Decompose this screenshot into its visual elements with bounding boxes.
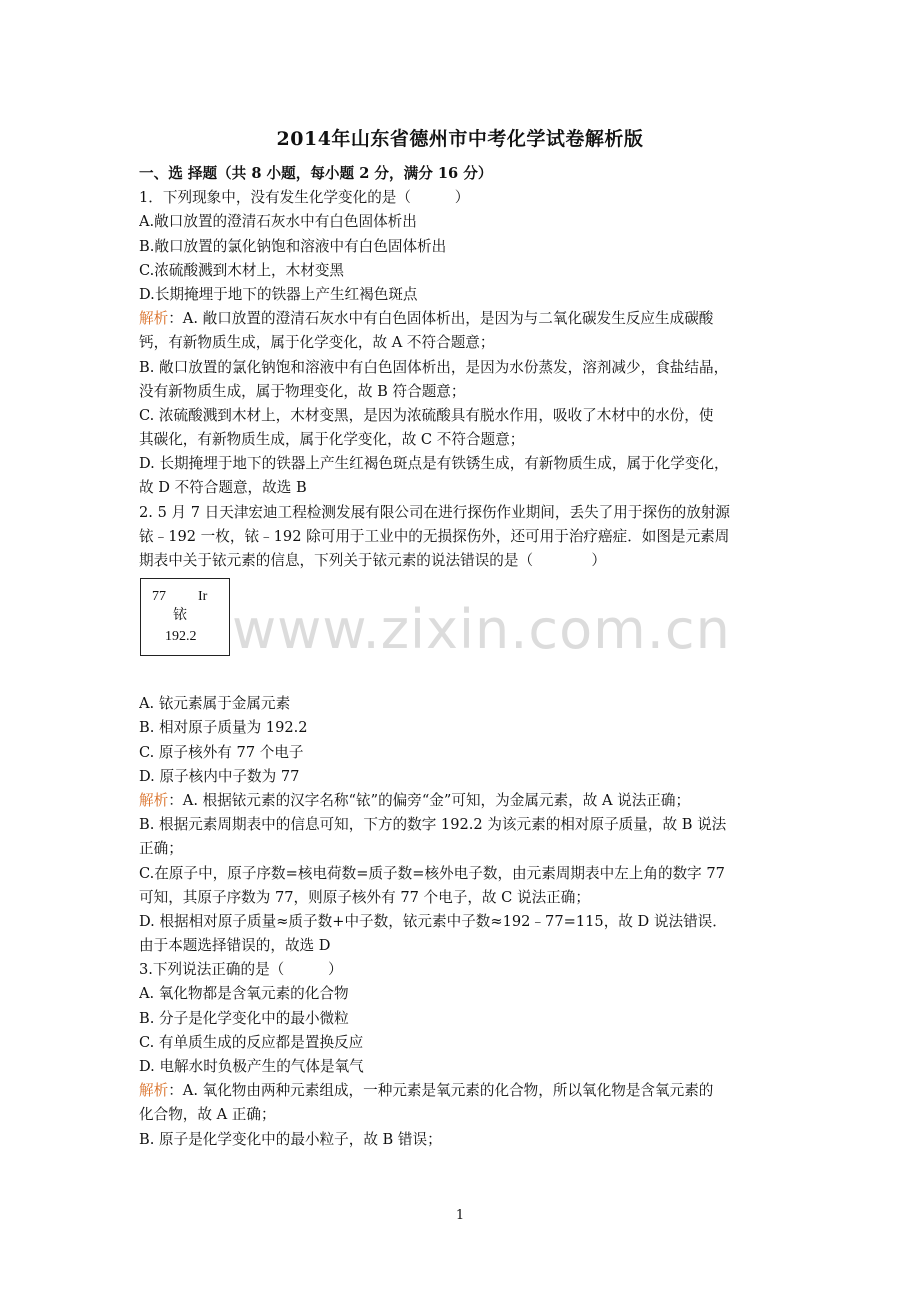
analysis-line: B. 根据元素周期表中的信息可知，下方的数字 192.2 为该元素的相对原子质量，故 B 说法 <box>139 816 727 834</box>
watermark: www.zixin.com.cn <box>232 598 731 661</box>
option-b: B. 相对原子质量为 192.2 <box>139 719 308 737</box>
analysis-line: 可知，其原子序数为 77，则原子核外有 77 个电子，故 C 说法正确； <box>139 888 590 906</box>
option-a: A.敞口放置的澄清石灰水中有白色固体析出 <box>139 213 417 231</box>
element-name: 铱 <box>173 608 187 624</box>
option-a: A. 铱元素属于金属元素 <box>139 695 291 713</box>
element-symbol: Ir <box>198 589 208 605</box>
page-number: 1 <box>455 1208 465 1223</box>
periodic-table-cell <box>140 578 230 656</box>
question-stem: 2. 5 月 7 日天津宏迪工程检测发展有限公司在进行探伤作业期间，丢失了用于探伤的放射源 <box>139 503 731 521</box>
analysis-line: D. 长期掩埋于地下的铁器上产生红褐色斑点是有铁锈生成，有新物质生成，属于化学变化， <box>139 455 729 473</box>
option-d: D.长期掩埋于地下的铁器上产生红褐色斑点 <box>139 285 418 303</box>
question-1 <box>139 186 785 500</box>
analysis-line: 其碳化，有新物质生成，属于化学变化，故 C 不符合题意； <box>139 431 525 449</box>
option-a: A. 氧化物都是含氧元素的化合物 <box>139 985 349 1003</box>
option-c: C.浓硫酸溅到木材上，木材变黑 <box>139 261 345 279</box>
analysis-line: C.在原子中，原子序数=核电荷数=质子数=核外电子数，由元素周期表中左上角的数字 77 <box>139 864 725 882</box>
analysis-line: C. 浓硫酸溅到木材上，木材变黑，是因为浓硫酸具有脱水作用，吸收了木材中的水份，使 <box>139 406 714 424</box>
option-c: C. 有单质生成的反应都是置换反应 <box>139 1033 364 1051</box>
analysis-first-line <box>139 307 785 331</box>
analysis-line: B. 原子是化学变化中的最小粒子，故 B 错误； <box>139 1130 442 1148</box>
analysis-first-line <box>139 1079 785 1103</box>
analysis-line: 钙，有新物质生成，属于化学变化，故 A 不符合题意； <box>139 334 495 352</box>
analysis-text: ：A. 根据铱元素的汉字名称“铱”的偏旁“金”可知，为金属元素，故 A 说法正确； <box>168 791 691 809</box>
question-stem: 3.下列说法正确的是（ ） <box>139 961 343 979</box>
analysis-line: 由于本题选择错误的，故选 D <box>139 937 331 955</box>
question-stem: 期表中关于铱元素的信息，下列关于铱元素的说法错误的是（ ） <box>139 552 607 569</box>
analysis-label: 解析 <box>139 1082 169 1100</box>
option-c: C. 原子核外有 77 个电子 <box>139 743 304 761</box>
option-b: B.敞口放置的氯化钠饱和溶液中有白色固体析出 <box>139 237 447 255</box>
option-b: B. 分子是化学变化中的最小微粒 <box>139 1009 349 1027</box>
analysis-line: 故 D 不符合题意，故选 B <box>139 479 307 497</box>
analysis-label: 解析 <box>139 791 169 809</box>
analysis-text: ：A. 氧化物由两种元素组成，一种元素是氧元素的化合物，所以氧化物是含氧元素的 <box>168 1082 714 1100</box>
analysis-first-line <box>139 789 785 813</box>
atomic-number: 77 <box>152 589 166 605</box>
analysis-line: D. 根据相对原子质量≈质子数+中子数，铱元素中子数≈192﹣77=115，故 D 说法错误． <box>139 912 727 930</box>
document-title: 2014年山东省德州市中考化学试卷解析版 <box>276 128 644 150</box>
question-2 <box>139 501 785 959</box>
analysis-line: 化合物，故 A 正确； <box>139 1106 276 1124</box>
analysis-line: 没有新物质生成，属于物理变化，故 B 符合题意； <box>139 382 466 400</box>
option-d: D. 原子核内中子数为 77 <box>139 767 300 785</box>
question-stem: 1．下列现象中，没有发生化学变化的是（ ） <box>139 189 470 207</box>
option-d: D. 电解水时负极产生的气体是氧气 <box>139 1058 364 1075</box>
analysis-line: 正确； <box>139 840 183 858</box>
analysis-text: ：A. 敞口放置的澄清石灰水中有白色固体析出，是因为与二氧化碳发生反应生成碳酸 <box>168 310 714 328</box>
question-3 <box>139 958 785 1152</box>
analysis-line: B. 敞口放置的氯化钠饱和溶液中有白色固体析出，是因为水份蒸发，溶剂减少，食盐结晶， <box>139 358 729 376</box>
question-stem: 铱﹣192 一枚，铱﹣192 除可用于工业中的无损探伤外，还可用于治疗癌症．如图是元素周 <box>139 527 730 545</box>
document-body <box>139 162 785 1152</box>
section-heading: 一、选 择题（共 8 小题，每小题 2 分，满分 16 分） <box>139 165 493 182</box>
analysis-label: 解析 <box>139 310 169 328</box>
atomic-mass: 192.2 <box>165 629 197 645</box>
